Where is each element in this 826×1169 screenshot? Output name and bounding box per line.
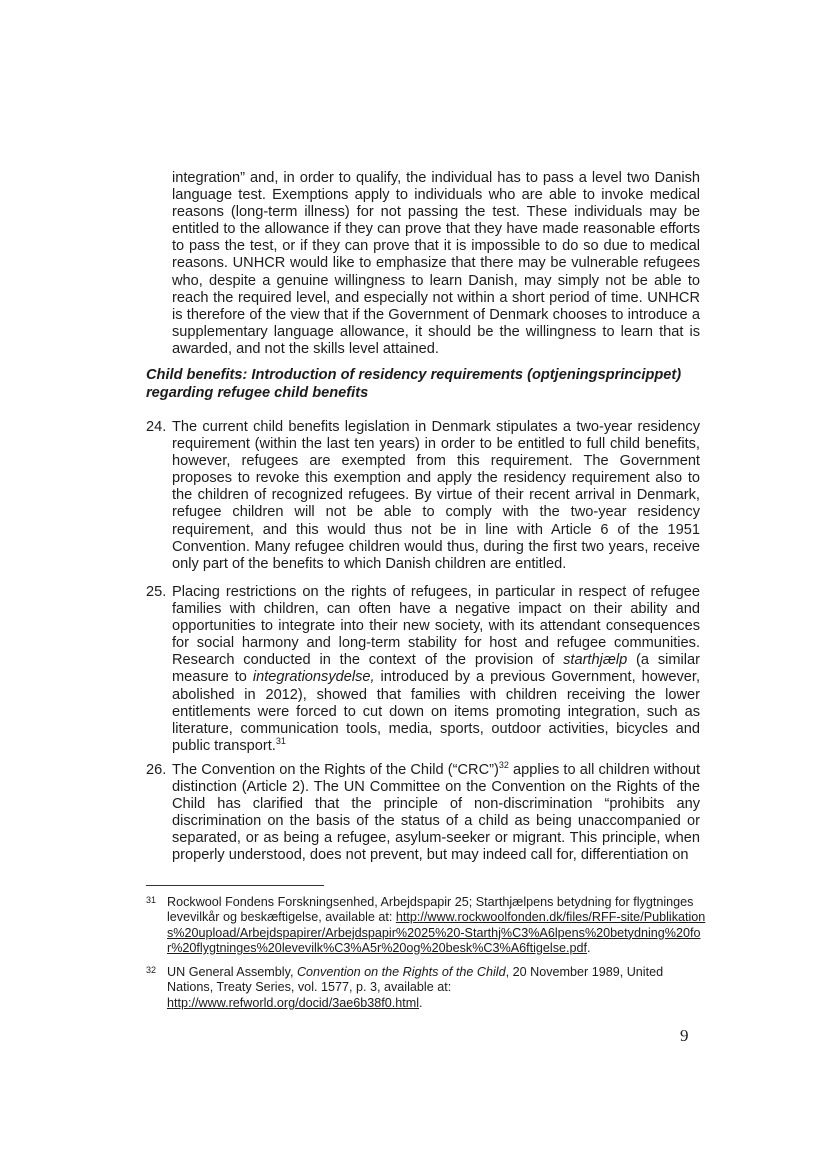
footnote-link[interactable]: http://www.refworld.org/docid/3ae6b38f0.html — [167, 995, 420, 1010]
continuation-paragraph: integration” and, in order to qualify, the individual has to pass a level two Danish language test. Exemptions apply to individuals who are able to invoke medical reasons (long-term illness) for not passing the test. These individuals may be entitled to the allowance if they can prove that they have made reasonable efforts to pass the test, or if they can prove that it is impossible to do so due to medical reasons. UNHCR would like to emphasize that there may be vulnerable refugees who, despite a genuine willingness to learn Danish, may simply not be able to reach the required level, and especially not within a short period of time. UNHCR is therefore of the view that if the Government of Denmark chooses to introduce a supplementary language allowance, it should be the willingness to learn that is awarded, and not the skills level attained. — [172, 170, 700, 357]
paragraph-text — [172, 584, 700, 755]
footnote-segment: UN General Assembly, — [167, 965, 297, 979]
footnote-text — [167, 965, 707, 1011]
italic-term: starthjælp — [563, 652, 628, 669]
text-segment: (a similar measure to — [172, 652, 701, 686]
footnote-number: 32 — [146, 965, 157, 975]
footnote-segment: , 20 November 1989, United Nations, Treaty Series, vol. 1577, p. 3, available at: — [167, 965, 664, 995]
footnote-number: 31 — [146, 895, 157, 905]
footnote-32 — [146, 965, 706, 1011]
text-segment: The Convention on the Rights of the Child (“CRC”) — [172, 762, 499, 778]
page-number: 9 — [680, 1026, 689, 1045]
footnote-ref-32[interactable]: 32 — [498, 760, 509, 771]
footnote-link[interactable]: http://www.rockwoolfonden.dk/files/RFF-site/Publikations%20upload/Arbejdspapirer/Arbejdspapir%2025%20-Starthj%C3%A6lpens%20betydning%20for%20flygtninges%20levevilk%C3%A5r%20og%20besk%C3%A6ftigelse.pdf — [167, 910, 706, 956]
paragraph-26 — [146, 762, 702, 865]
footnote-segment: . — [419, 995, 423, 1010]
paragraph-number: 24. — [146, 419, 167, 435]
text-segment: introduced by a previous Government, however, abolished in 2012), showed that families with children receiving the lower entitlements were forced to cut down on items promoting integration, such as literature, communication tools, media, sports, outdoor activities, bicycles and public transport. — [172, 669, 701, 754]
paragraph-number: 25. — [146, 584, 167, 600]
footnote-31 — [146, 895, 706, 957]
text-segment: applies to all children without distinction (Article 2). The UN Committee on the Convention on the Rights of the Child has clarified that the principle of non-discrimination “prohibits any discrimination on the basis of the status of a child as being unaccompanied or separated, or as being a refugee, asylum-seeker or migrant. This principle, when properly understood, does not prevent, but may indeed call for, differentiation on — [172, 762, 700, 864]
italic-term: integrationsydelse, — [252, 669, 375, 686]
footnote-segment: . — [587, 941, 591, 956]
paragraph-text — [172, 762, 700, 865]
paragraph-number: 26. — [146, 762, 167, 778]
footnote-separator — [146, 885, 324, 886]
footnote-ref-31[interactable]: 31 — [275, 735, 286, 746]
footnote-italic-title: Convention on the Rights of the Child — [296, 965, 506, 979]
paragraph-25 — [146, 584, 702, 755]
footnote-text — [167, 895, 707, 957]
text-segment: Placing restrictions on the rights of refugees, in particular in respect of refugee families with children, can often have a negative impact on their ability and opportunities to integrate into their new society, with its attendant consequences for social harmony and long-term stability for host and refugee communities. Research conducted in the context of the provision of — [172, 584, 700, 669]
footnote-segment: Rockwool Fondens Forskningsenhed, Arbejdspapir 25; Starthjælpens betydning for flygtninges levevilkår og beskæftigelse, available at: — [167, 895, 694, 925]
paragraph-24 — [146, 419, 702, 573]
section-heading: Child benefits: Introduction of residency requirements (optjeningsprincippet) regarding refugee child benefits — [146, 367, 682, 401]
paragraph-text: The current child benefits legislation in Denmark stipulates a two-year residency requirement (within the last ten years) in order to be entitled to full child benefits, however, refugees are exempted from this requirement. The Government proposes to revoke this exemption and apply the residency requirement also to the children of recognized refugees. By virtue of their recent arrival in Denmark, refugee children will not be able to comply with the two-year residency requirement, and this would thus not be in line with Article 6 of the 1951 Convention. Many refugee children would thus, during the first two years, receive only part of the benefits to which Danish children are entitled. — [172, 419, 700, 572]
